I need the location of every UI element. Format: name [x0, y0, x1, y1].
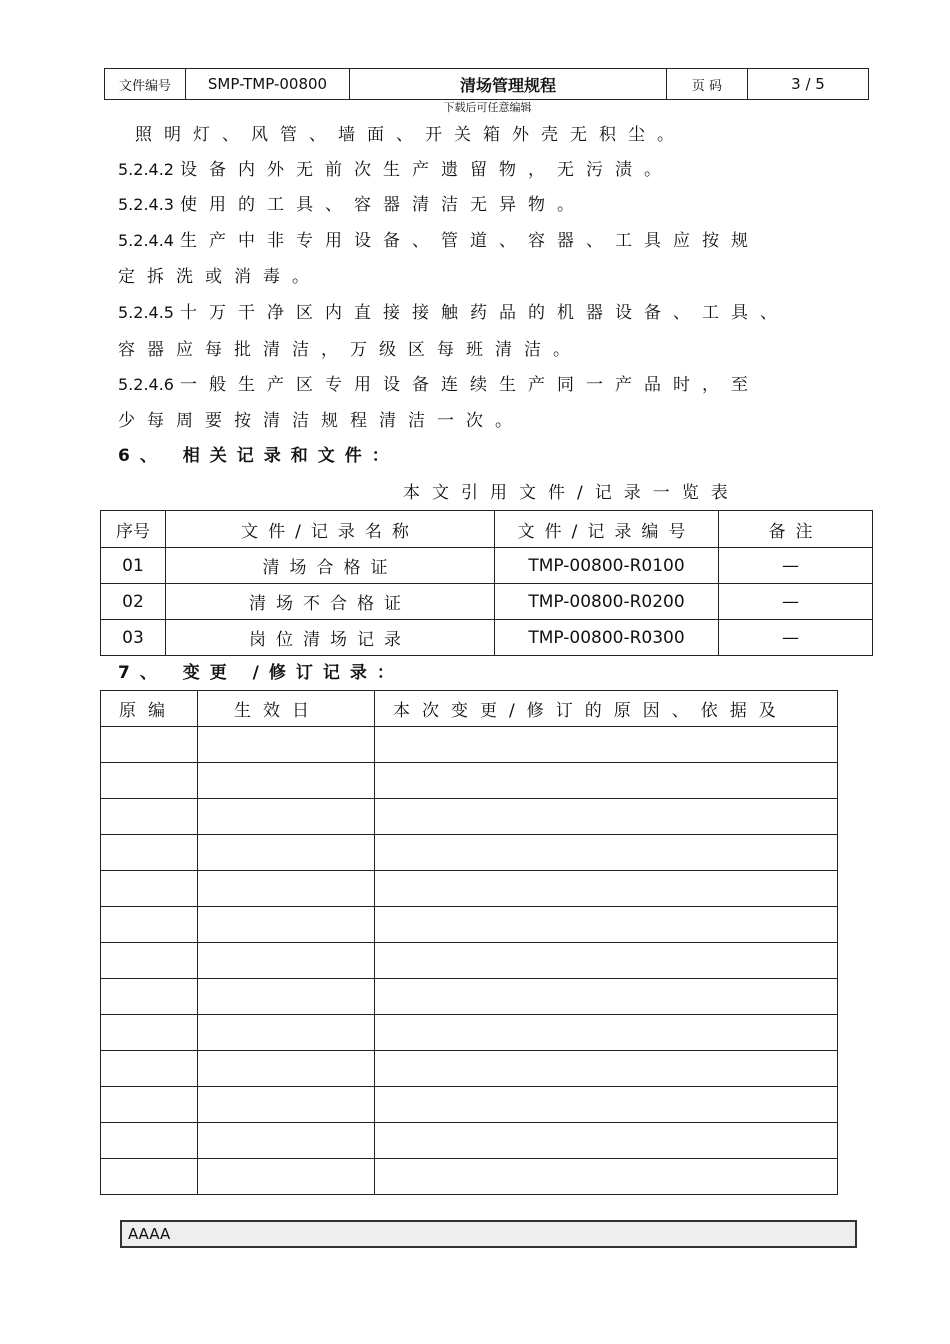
- change-table-cell: [101, 907, 198, 943]
- change-table-row: [101, 943, 838, 979]
- change-record-table: [100, 690, 838, 1195]
- row-code: TMP-00800-R0300: [495, 620, 719, 656]
- body-line-2: 5.2.4.2 设备内外无前次生产遗留物，无污渍。: [118, 160, 673, 180]
- document-title: 清场管理规程: [350, 69, 667, 100]
- change-table-cell: [375, 1159, 838, 1195]
- col-effective-date-header: 生效日: [198, 691, 375, 727]
- change-table-cell: [375, 727, 838, 763]
- change-table-cell: [375, 871, 838, 907]
- change-table-cell: [198, 871, 375, 907]
- change-table-cell: [375, 835, 838, 871]
- change-table-cell: [375, 943, 838, 979]
- table-row: [101, 584, 873, 620]
- body-line-8: 5.2.4.6 一般生产区专用设备连续生产同一产品时，至: [118, 375, 760, 395]
- body-line-6: 5.2.4.5 十万干净区内直接接触药品的机器设备、工具、: [118, 303, 789, 323]
- change-table-row: [101, 1159, 838, 1195]
- row-code: TMP-00800-R0200: [495, 584, 719, 620]
- change-table-row: [101, 907, 838, 943]
- row-name: 清场不合格证: [166, 584, 495, 620]
- row-note: —: [719, 584, 873, 620]
- row-seq: 02: [101, 584, 166, 620]
- change-table-cell: [101, 763, 198, 799]
- ref-table-header: [101, 511, 873, 548]
- change-table-cell: [198, 835, 375, 871]
- body-line-9: 少每周要按清洁规程清洁一次。: [118, 411, 524, 431]
- change-table-cell: [198, 943, 375, 979]
- footer-text: AAAA: [128, 1225, 171, 1243]
- change-table-cell: [375, 907, 838, 943]
- change-table-cell: [198, 1123, 375, 1159]
- change-table-cell: [101, 943, 198, 979]
- change-table-cell: [198, 763, 375, 799]
- row-seq: 01: [101, 548, 166, 584]
- page-number: 3 / 5: [748, 69, 869, 100]
- change-table-cell: [375, 979, 838, 1015]
- change-table-cell: [198, 799, 375, 835]
- row-seq: 03: [101, 620, 166, 656]
- col-code-header: 文件/记录编号: [495, 511, 719, 548]
- row-code: TMP-00800-R0100: [495, 548, 719, 584]
- change-table-row: [101, 1087, 838, 1123]
- change-table-cell: [101, 1087, 198, 1123]
- doc-number: SMP-TMP-00800: [186, 69, 350, 100]
- change-table-row: [101, 979, 838, 1015]
- change-table-row: [101, 799, 838, 835]
- change-table-cell: [101, 1123, 198, 1159]
- page-label: 页 码: [667, 69, 748, 100]
- change-table-row: [101, 1051, 838, 1087]
- change-table-row: [101, 871, 838, 907]
- change-table-row: [101, 835, 838, 871]
- change-table-cell: [375, 799, 838, 835]
- table-row: [101, 620, 873, 656]
- col-name-header: 文件/记录名称: [166, 511, 495, 548]
- footer-box: [120, 1220, 857, 1248]
- body-line-5: 定拆洗或消毒。: [118, 267, 321, 287]
- document-header-table: [104, 68, 869, 100]
- change-table-cell: [375, 1015, 838, 1051]
- change-table-cell: [198, 1051, 375, 1087]
- change-table-row: [101, 763, 838, 799]
- change-table-cell: [101, 835, 198, 871]
- table-row: [101, 548, 873, 584]
- change-table-cell: [101, 727, 198, 763]
- change-table-cell: [101, 799, 198, 835]
- change-table-cell: [101, 871, 198, 907]
- change-table-header: [101, 691, 838, 727]
- reference-table: [100, 510, 873, 656]
- change-table-cell: [375, 1051, 838, 1087]
- change-table-cell: [198, 727, 375, 763]
- change-table-cell: [375, 763, 838, 799]
- section7-heading: 7、 变更 /修订记录：: [118, 663, 404, 683]
- change-table-row: [101, 1123, 838, 1159]
- change-table-cell: [198, 1015, 375, 1051]
- col-seq-header: 序号: [101, 511, 166, 548]
- change-table-cell: [101, 979, 198, 1015]
- body-line-7: 容器应每批清洁，万级区每班清洁。: [118, 340, 582, 360]
- body-line-4: 5.2.4.4 生产中非专用设备、管道、容器、工具应按规: [118, 231, 760, 251]
- change-table-cell: [198, 1087, 375, 1123]
- row-note: —: [719, 620, 873, 656]
- body-line-3: 5.2.4.3 使用的工具、容器清洁无异物。: [118, 195, 586, 215]
- change-table-row: [101, 727, 838, 763]
- section6-heading: 6、 相关记录和文件：: [118, 446, 399, 466]
- row-name: 清场合格证: [166, 548, 495, 584]
- col-orig-no-header: 原编: [101, 691, 198, 727]
- change-table-cell: [198, 979, 375, 1015]
- change-table-cell: [101, 1051, 198, 1087]
- col-reason-header: 本次变更/修订的原因、依据及: [375, 691, 838, 727]
- body-line-1: 照明灯、风管、墙面、开关箱外壳无积尘。: [135, 125, 686, 145]
- row-name: 岗位清场记录: [166, 620, 495, 656]
- change-table-cell: [375, 1087, 838, 1123]
- ref-table-caption: 本文引用文件/记录一览表: [403, 483, 740, 503]
- change-table-cell: [101, 1015, 198, 1051]
- download-note: 下载后可任意编辑: [443, 101, 532, 114]
- change-table-cell: [101, 1159, 198, 1195]
- row-note: —: [719, 548, 873, 584]
- change-table-cell: [375, 1123, 838, 1159]
- doc-number-label: 文件编号: [105, 69, 186, 100]
- change-table-cell: [198, 907, 375, 943]
- change-table-body: [101, 727, 838, 1195]
- change-table-row: [101, 1015, 838, 1051]
- change-table-cell: [198, 1159, 375, 1195]
- col-note-header: 备注: [719, 511, 873, 548]
